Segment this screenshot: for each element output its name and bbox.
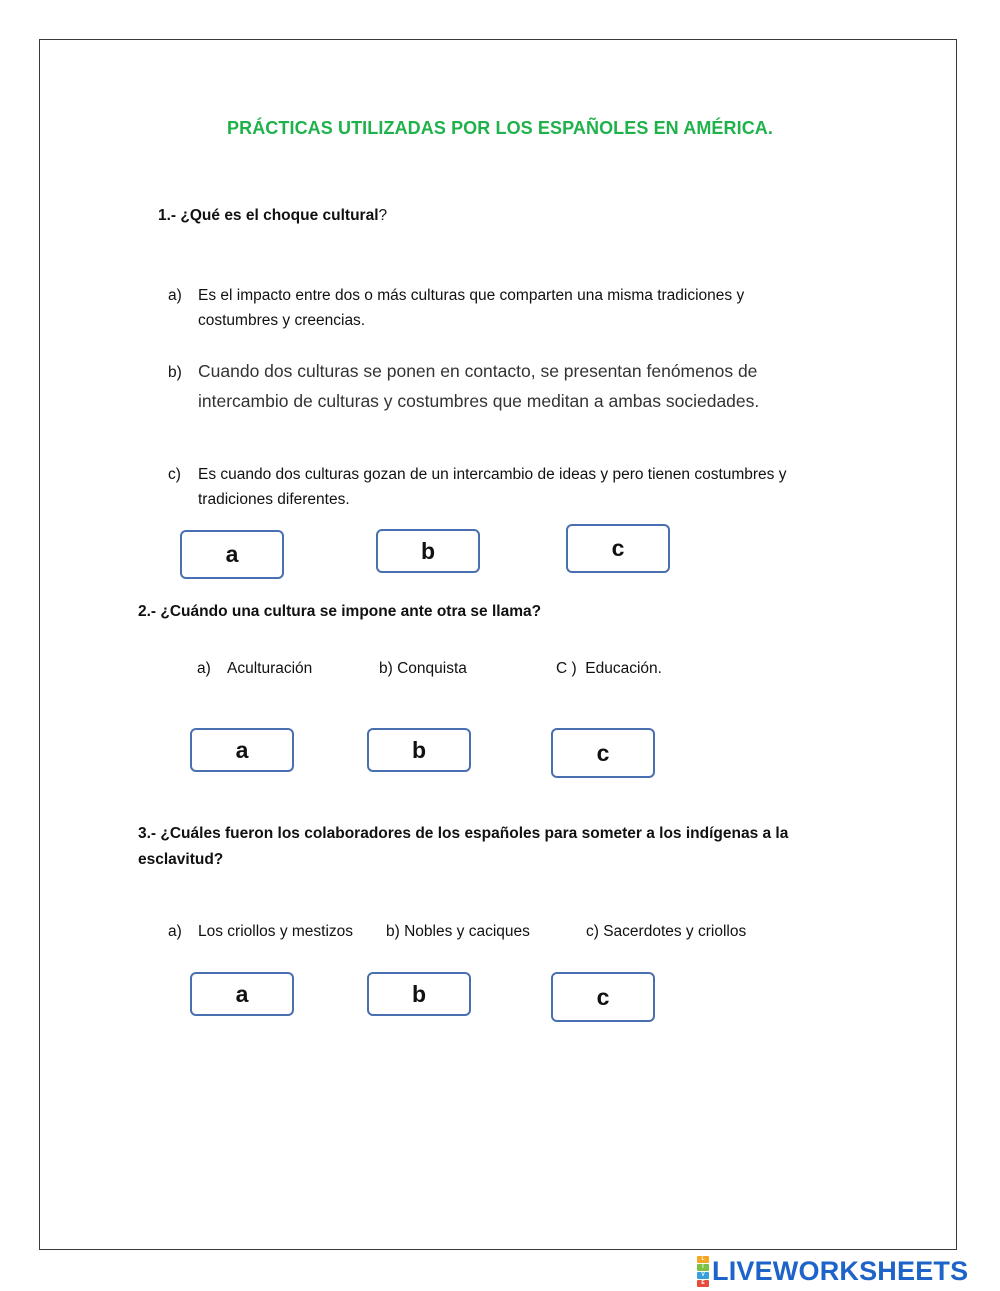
question-3 <box>138 821 788 873</box>
q1-answer-c-button[interactable]: c <box>566 524 670 573</box>
q2-answer-b-button[interactable]: b <box>367 728 471 772</box>
q1-option-b <box>168 357 759 415</box>
q1-option-c-line1: Es cuando dos culturas gozan de un intercambio de ideas y pero tienen costumbres y <box>198 466 787 483</box>
q1-option-c-label: c) <box>168 466 181 483</box>
q3-option-a <box>168 923 353 941</box>
q1-option-a-label: a) <box>168 287 182 304</box>
liveworksheets-logo <box>697 1254 968 1288</box>
q1-option-a-line1: Es el impacto entre dos o más culturas que comparten una misma tradiciones y <box>198 287 745 304</box>
q2-option-b-text: b) Conquista <box>379 660 467 677</box>
q2-answer-c-button[interactable]: c <box>551 728 655 778</box>
logo-mark-letter-l: L <box>697 1256 709 1263</box>
question-1-mark: ? <box>378 207 388 224</box>
q3-option-a-label: a) <box>168 923 182 940</box>
q1-option-b-line2: intercambio de culturas y costumbres que meditan a ambas sociedades. <box>198 391 760 411</box>
q1-answer-b-button[interactable]: b <box>376 529 480 573</box>
q3-option-c-text: c) Sacerdotes y criollos <box>586 923 747 940</box>
q1-option-a-line2: costumbres y creencias. <box>198 312 366 329</box>
question-3-line1: 3.- ¿Cuáles fueron los colaboradores de los españoles para someter a los indígenas a la <box>138 825 789 842</box>
logo-text: LIVEWORKSHEETS <box>712 1255 969 1286</box>
q3-answer-a-button[interactable]: a <box>190 972 294 1016</box>
q1-option-c-line2: tradiciones diferentes. <box>198 491 350 508</box>
q3-answer-c-button[interactable]: c <box>551 972 655 1022</box>
q2-option-c-text: C ) Educación. <box>556 660 662 677</box>
question-1 <box>158 207 387 225</box>
logo-mark-icon <box>697 1256 709 1287</box>
q3-option-b-text: b) Nobles y caciques <box>386 923 530 940</box>
logo-mark-letter-v: V <box>697 1272 709 1279</box>
q3-option-a-text: Los criollos y mestizos <box>198 923 354 940</box>
question-1-text: 1.- ¿Qué es el choque cultural <box>158 207 379 224</box>
q3-answer-b-button[interactable]: b <box>367 972 471 1016</box>
q1-option-c <box>168 462 787 512</box>
q1-option-a <box>168 283 744 333</box>
logo-mark-letter-i: I <box>697 1264 709 1271</box>
question-2-text: 2.- ¿Cuándo una cultura se impone ante otra se llama? <box>138 603 542 620</box>
question-3-line2: esclavitud? <box>138 851 224 868</box>
q1-option-b-label: b) <box>168 364 182 381</box>
worksheet-title: PRÁCTICAS UTILIZADAS POR LOS ESPAÑOLES EN AMÉRICA. <box>226 118 774 138</box>
logo-mark-letter-e: E <box>697 1280 709 1287</box>
q1-option-b-line1: Cuando dos culturas se ponen en contacto, se presentan fenómenos de <box>198 361 758 381</box>
q2-option-a-text: Aculturación <box>227 660 313 677</box>
q2-option-a <box>197 660 312 678</box>
q2-answer-a-button[interactable]: a <box>190 728 294 772</box>
q2-option-a-label: a) <box>197 660 211 677</box>
q1-answer-a-button[interactable]: a <box>180 530 284 579</box>
